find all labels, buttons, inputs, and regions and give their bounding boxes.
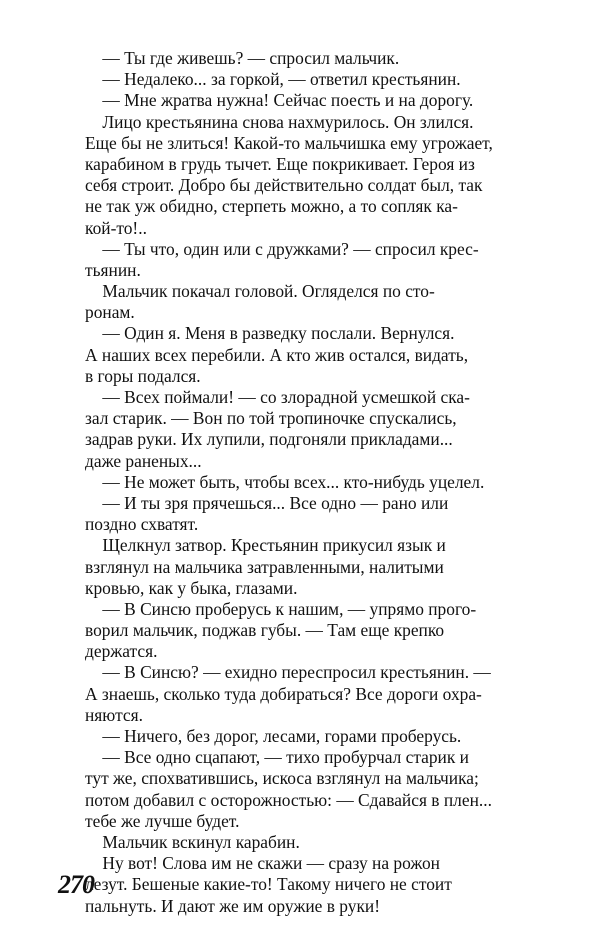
text-line: задрав руки. Их лупили, подгоняли прикладами... bbox=[85, 429, 453, 450]
text-line: не так уж обидно, стерпеть можно, а то сопляк ка- bbox=[85, 196, 458, 217]
text-line: кровью, как у быка, глазами. bbox=[85, 577, 298, 598]
page-body-text bbox=[85, 48, 540, 917]
text-line: Еще бы не злиться! Какой-то мальчишка ему угрожает, bbox=[85, 132, 493, 153]
text-line: — В Синсю? — ехидно переспросил крестьянин. — bbox=[85, 662, 491, 683]
text-line: поздно схватят. bbox=[85, 514, 199, 535]
page-number: 270 bbox=[58, 870, 94, 899]
text-line: кой-то!.. bbox=[85, 217, 147, 238]
text-line: — Не может быть, чтобы всех... кто-нибудь уцелел. bbox=[85, 471, 485, 492]
text-line: тьянин. bbox=[85, 259, 141, 280]
text-line: тут же, спохватившись, искоса взглянул на мальчика; bbox=[85, 768, 479, 789]
text-line: Мальчик покачал головой. Огляделся по сто- bbox=[85, 281, 435, 302]
text-line: лезут. Бешеные какие-то! Такому ничего не стоит bbox=[85, 874, 452, 895]
text-line: ворил мальчик, поджав губы. — Там еще крепко bbox=[85, 620, 445, 641]
text-line: — И ты зря прячешься... Все одно — рано или bbox=[85, 492, 449, 513]
text-line: Ну вот! Слова им не скажи — сразу на рожон bbox=[85, 853, 440, 874]
text-line: — Все одно сцапают, — тихо пробурчал старик и bbox=[85, 747, 469, 768]
text-line: Щелкнул затвор. Крестьянин прикусил язык и bbox=[85, 535, 446, 556]
text-line: А знаешь, сколько туда добираться? Все дороги охра- bbox=[85, 683, 482, 704]
text-line: держатся. bbox=[85, 641, 158, 662]
text-line: А наших всех перебили. А кто жив остался, видать, bbox=[85, 344, 469, 365]
text-line: Лицо крестьянина снова нахмурилось. Он злился. bbox=[85, 111, 474, 132]
text-line: — В Синсю проберусь к нашим, — упрямо прого- bbox=[85, 598, 477, 619]
text-line: — Недалеко... за горкой, — ответил крестьянин. bbox=[85, 69, 461, 90]
text-line: взглянул на мальчика затравленными, налитыми bbox=[85, 556, 444, 577]
text-line: няются. bbox=[85, 704, 143, 725]
text-line: даже раненых... bbox=[85, 450, 202, 471]
text-line: Мальчик вскинул карабин. bbox=[85, 831, 300, 852]
text-line: потом добавил с осторожностью: — Сдавайся в плен... bbox=[85, 789, 492, 810]
text-line: карабином в грудь тычет. Еще покрикивает. Героя из bbox=[85, 153, 475, 174]
text-line: — Ничего, без дорог, лесами, горами проберусь. bbox=[85, 726, 462, 746]
text-line: — Ты что, один или с дружками? — спросил крес- bbox=[85, 238, 479, 259]
text-line: — Мне жратва нужна! Сейчас поесть и на дорогу. bbox=[85, 90, 474, 111]
text-line: зал старик. — Вон по той тропиночке спускались, bbox=[85, 408, 457, 429]
text-line: тебе же лучше будет. bbox=[85, 810, 240, 831]
text-line: в горы подался. bbox=[85, 365, 201, 386]
text-line: — Один я. Меня в разведку послали. Вернулся. bbox=[85, 323, 455, 344]
text-line: — Ты где живешь? — спросил мальчик. bbox=[85, 48, 400, 68]
text-line: — Всех поймали! — со злорадной усмешкой ска- bbox=[85, 387, 470, 407]
text-line: себя строит. Добро бы действительно солдат был, так bbox=[85, 175, 483, 196]
text-line: пальнуть. И дают же им оружие в руки! bbox=[85, 895, 380, 916]
text-line: ронам. bbox=[85, 302, 135, 323]
